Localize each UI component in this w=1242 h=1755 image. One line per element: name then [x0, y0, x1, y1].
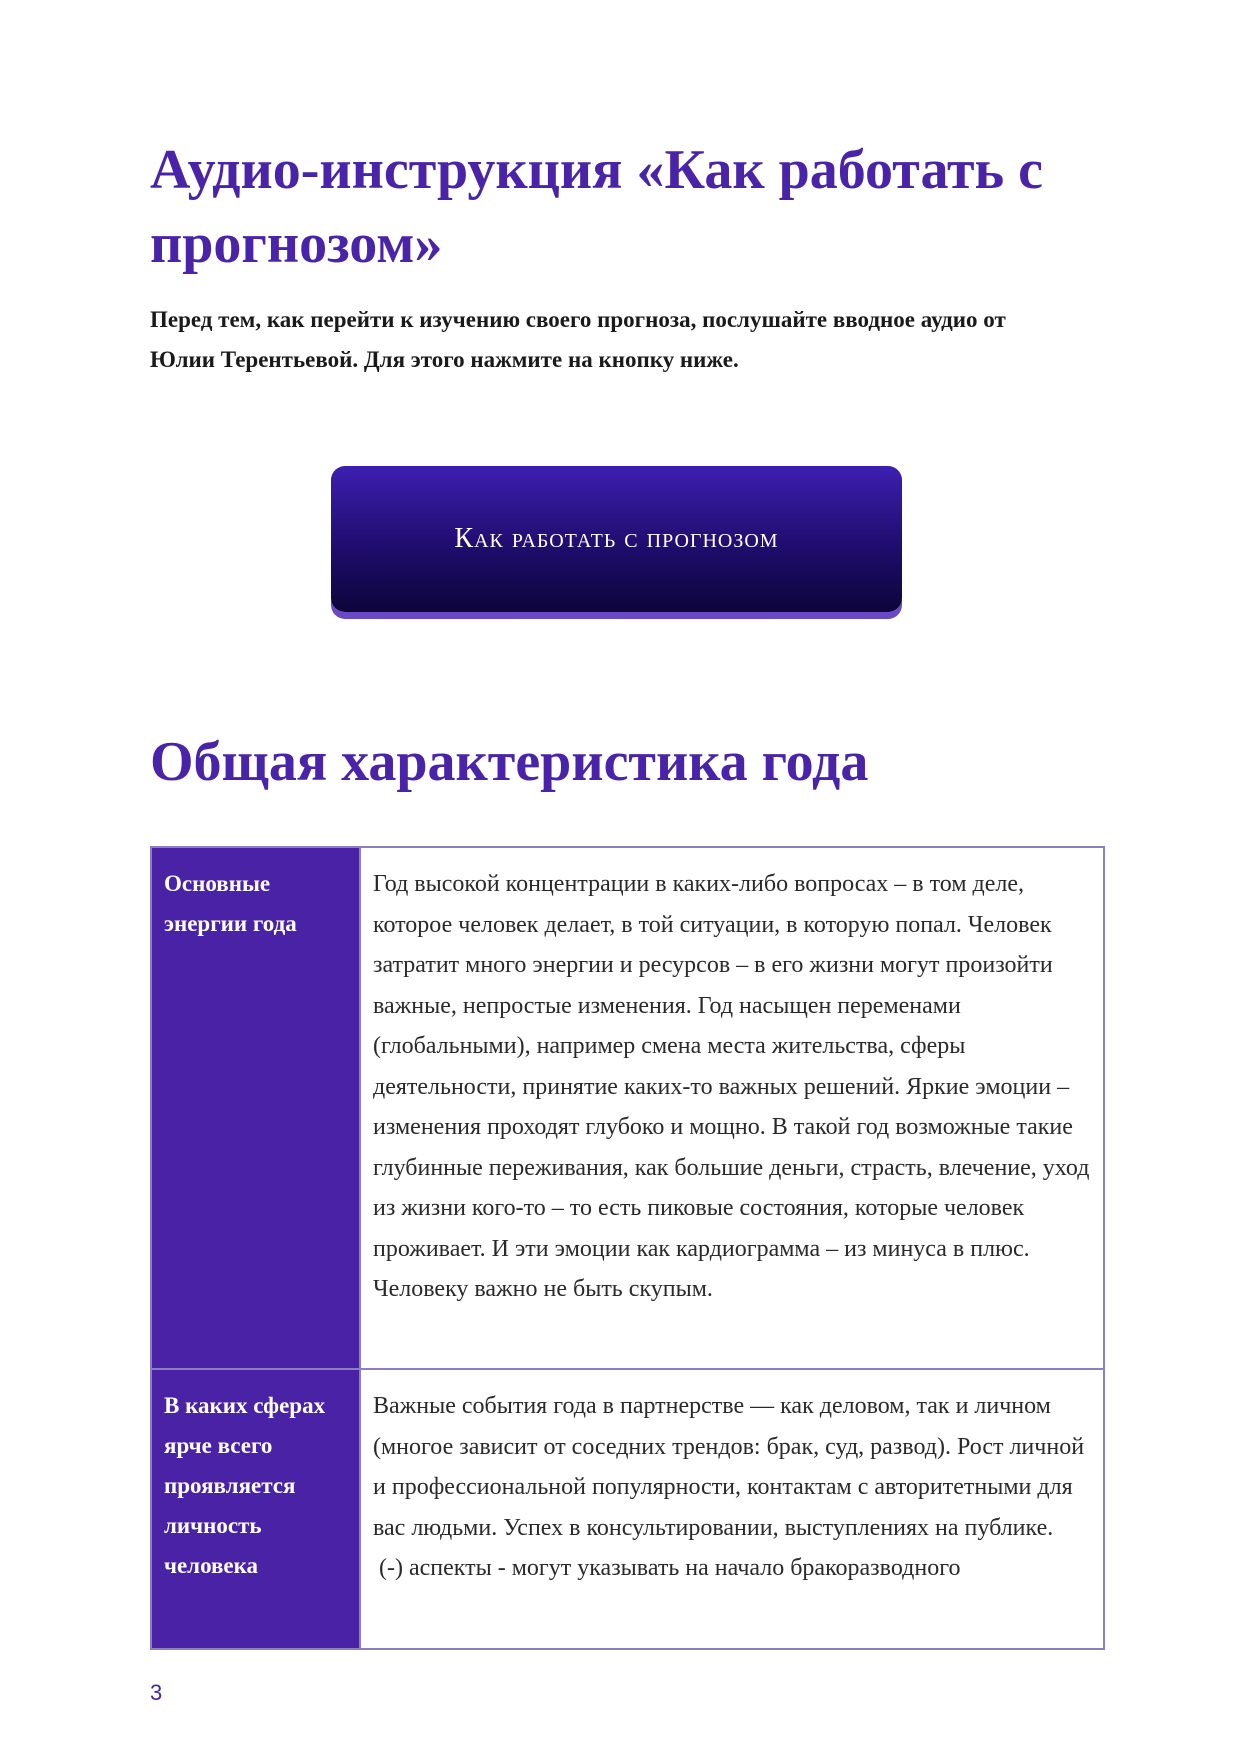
audio-section-title: Аудио-инструкция «Как работать с прогнозом»: [150, 139, 1043, 275]
table-row: [151, 847, 1104, 1369]
audio-instruction-button[interactable]: [331, 466, 902, 612]
row-text: Год высокой концентрации в каких-либо вопросах – в том деле, которое человек делает, в той ситуации, в которую попал. Человек затратит много энергии и ресурсов – в его жизни могут произойти важные, непростые изменения. Год насыщен переменами (глобальными), например смена места жительства, сферы деятельности, принятие каких-то важных решений. Яркие эмоции – изменения проходят глубоко и мощно. В такой год возможные такие глубинные переживания, как большие деньги, страсть, влечение, уход из жизни кого-то – то есть пиковые состояния, которые человек проживает. И эти эмоции как кардиограмма – из минуса в плюс. Человеку важно не быть скупым.: [360, 847, 1104, 1369]
row-text-extra: (-) аспекты - могут указывать на начало бракоразводного: [373, 1555, 961, 1581]
table-row: [151, 1369, 1104, 1649]
year-section-title: Общая характеристика года: [150, 731, 869, 793]
page-number: 3: [150, 1680, 163, 1705]
audio-section-intro: Перед тем, как перейти к изучению своего прогноза, послушайте вводное аудио от Юлии Терентьевой. Для этого нажмите на кнопку ниже.: [150, 307, 1006, 372]
row-label: В каких сферах ярче всего проявляется личность человека: [151, 1369, 360, 1649]
row-text: Важные события года в партнерстве — как деловом, так и личном (многое зависит от соседних трендов: брак, суд, развод). Рост личной и профессиональной популярности, контактам с авторитетными для вас людьми. Успех в консультировании, выступлениях на публике.: [373, 1393, 1085, 1541]
row-label: Основные энергии года: [151, 847, 360, 1369]
year-characteristics-table: [150, 846, 1105, 1650]
row-text-cell: [360, 1369, 1104, 1649]
audio-instruction-button-label: Как работать с прогнозом: [454, 523, 779, 554]
